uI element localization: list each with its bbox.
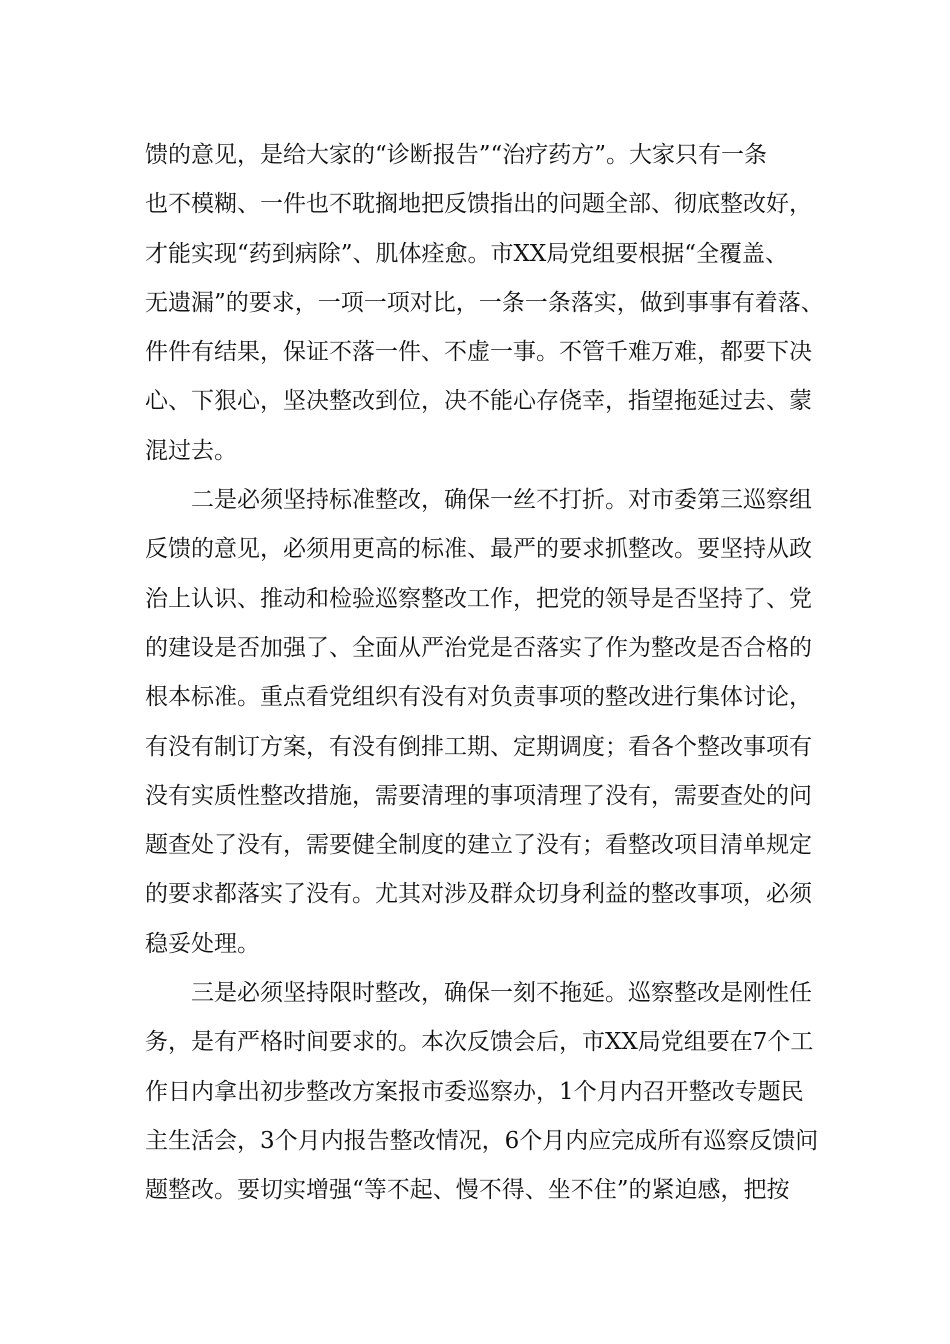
text-line: 件件有结果，保证不落一件、不虚一事。不管千难万难，都要下决 — [145, 339, 812, 366]
paragraph-first-line: 二是必须坚持标准整改，确保一丝不打折。对市委第三巡察组 — [191, 487, 812, 514]
text-line: 混过去。 — [145, 437, 237, 464]
text-line: 务，是有严格时间要求的。本次反馈会后，市XX局党组要在7个工 — [145, 1029, 814, 1056]
text-line: 主生活会，3个月内报告整改情况，6个月内应完成所有巡察反馈问 — [145, 1127, 819, 1154]
text-line: 没有实质性整改措施，需要清理的事项清理了没有，需要查处的问 — [145, 782, 812, 809]
text-line: 的建设是否加强了、全面从严治党是否落实了作为整改是否合格的 — [145, 634, 812, 661]
text-line: 题查处了没有，需要健全制度的建立了没有；看整改项目清单规定 — [145, 832, 812, 859]
text-line: 的要求都落实了没有。尤其对涉及群众切身利益的整改事项，必须 — [145, 881, 812, 908]
text-line: 反馈的意见，必须用更高的标准、最严的要求抓整改。要坚持从政 — [145, 536, 812, 563]
text-line: 心、下狠心，坚决整改到位，决不能心存侥幸，指望拖延过去、蒙 — [145, 388, 812, 415]
text-line: 治上认识、推动和检验巡察整改工作，把党的领导是否坚持了、党 — [145, 585, 812, 612]
text-line: 稳妥处理。 — [145, 930, 260, 957]
text-line: 才能实现“药到病除”、肌体痊愈。市XX局党组要根据“全覆盖、 — [145, 240, 789, 267]
text-line: 无遗漏”的要求，一项一项对比，一条一条落实，做到事事有着落、 — [145, 289, 824, 316]
text-line: 也不模糊、一件也不耽搁地把反馈指出的问题全部、彻底整改好， — [145, 191, 812, 218]
text-line: 作日内拿出初步整改方案报市委巡察办，1个月内召开整改专题民 — [145, 1078, 804, 1105]
text-line: 根本标准。重点看党组织有没有对负责事项的整改进行集体讨论， — [145, 684, 812, 711]
text-line: 有没有制订方案，有没有倒排工期、定期调度；看各个整改事项有 — [145, 733, 812, 760]
document-body — [145, 131, 825, 1216]
paragraph-first-line: 三是必须坚持限时整改，确保一刻不拖延。巡察整改是刚性任 — [191, 980, 812, 1007]
text-line: 馈的意见，是给大家的“诊断报告”“治疗药方”。大家只有一条 — [145, 142, 768, 168]
text-line: 题整改。要切实增强“等不起、慢不得、坐不住”的紧迫感，把按 — [145, 1177, 790, 1204]
